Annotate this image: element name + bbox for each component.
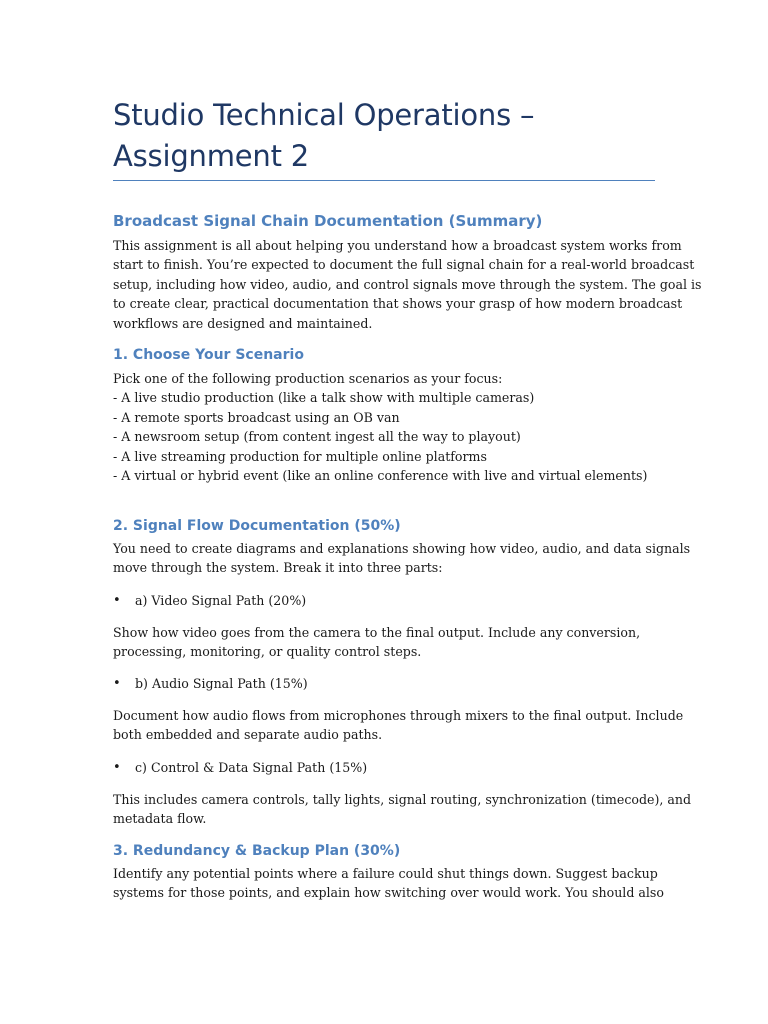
title-line-1: Studio Technical Operations – (113, 98, 535, 132)
video-path-paragraph (113, 623, 658, 662)
section1-line: - A newsroom setup (from content ingest all the way to playout) (113, 429, 521, 445)
summary-line: This assignment is all about helping you understand how a broadcast system works from (113, 238, 682, 253)
section2-intro-line: You need to create diagrams and explanations showing how video, audio, and data signals (113, 541, 691, 556)
section1-heading: 1. Choose Your Scenario (113, 347, 304, 363)
section1-line: - A remote sports broadcast using an OB van (113, 409, 400, 425)
bullet-icon: • (113, 593, 121, 608)
audio-path-line: both embedded and separate audio paths. (113, 727, 383, 743)
document-title (113, 95, 658, 177)
section1-paragraph (113, 369, 658, 485)
section1-line: - A live streaming production for multiple online platforms (113, 448, 487, 464)
control-path-paragraph (113, 790, 692, 829)
bullet-label: b) Audio Signal Path (15%) (135, 676, 308, 691)
audio-path-line: Document how audio flows from microphones through mixers to the final output. Include (113, 708, 684, 723)
title-divider (113, 180, 655, 181)
section2-intro-line: move through the system. Break it into three parts: (113, 560, 443, 576)
video-path-line: processing, monitoring, or quality control steps. (113, 644, 422, 660)
bullet-icon: • (113, 760, 121, 775)
section2-intro (113, 539, 691, 578)
audio-path-paragraph (113, 706, 684, 745)
bullet-icon: • (113, 676, 121, 691)
summary-line: start to finish. You’re expected to document the full signal chain for a real-world broadcast (113, 257, 695, 273)
section3-paragraph (113, 864, 664, 903)
summary-line: setup, including how video, audio, and control signals move through the system. The goal is (113, 276, 702, 292)
section1-line: Pick one of the following production scenarios as your focus: (113, 371, 503, 386)
title-line-2: Assignment 2 (113, 139, 310, 173)
summary-line: workflows are designed and maintained. (113, 315, 373, 331)
control-path-line: This includes camera controls, tally lights, signal routing, synchronization (timecode), and (113, 792, 692, 807)
section3-line: systems for those points, and explain how switching over would work. You should also (113, 885, 664, 901)
section2-heading: 2. Signal Flow Documentation (50%) (113, 518, 401, 534)
control-path-line: metadata flow. (113, 811, 207, 827)
section3-line: Identify any potential points where a failure could shut things down. Suggest backup (113, 866, 658, 881)
bullet-label: a) Video Signal Path (20%) (135, 593, 307, 608)
section1-line: - A virtual or hybrid event (like an online conference with live and virtual elements) (113, 468, 648, 484)
video-path-line: Show how video goes from the camera to the final output. Include any conversion, (113, 625, 641, 640)
section3-heading: 3. Redundancy & Backup Plan (30%) (113, 843, 401, 859)
summary-paragraph (113, 236, 702, 333)
summary-line: to create clear, practical documentation that shows your grasp of how modern broadcast (113, 296, 683, 312)
section1-line: - A live studio production (like a talk show with multiple cameras) (113, 390, 535, 406)
bullet-label: c) Control & Data Signal Path (15%) (135, 760, 368, 775)
summary-heading: Broadcast Signal Chain Documentation (Summary) (113, 212, 543, 230)
